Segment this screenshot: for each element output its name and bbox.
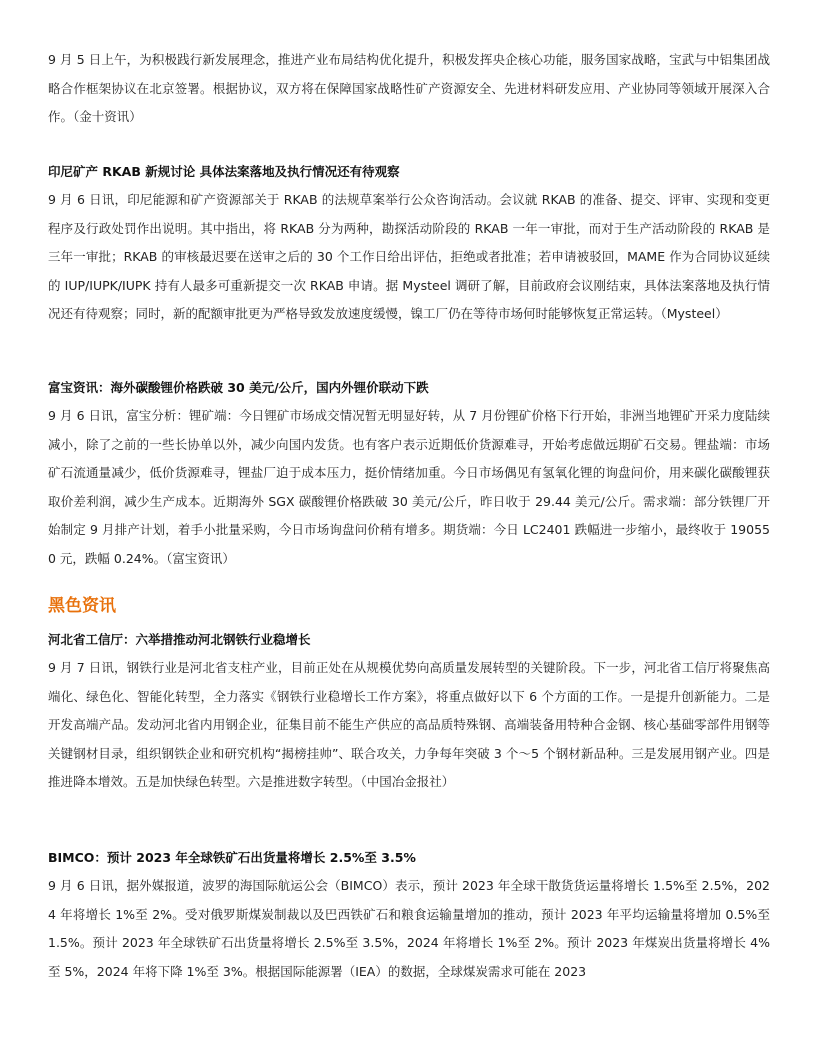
article-body: 9 月 6 日讯，富宝分析：锂矿端：今日锂矿市场成交情况暂无明显好转，从 7 月份锂矿价格下行开始，非洲当地锂矿开采力度陆续减小，除了之前的一些长协单以外，减少向国内发货。也有客户表示近期低价货源难寻，开始考虑做远期矿石交易。锂盐端：市场矿石流通量减少，低价货源难寻，锂盐厂迫于成本压力，挺价情绪加重。今日市场偶见有氢氧化锂的询盘问价，用来碳化碳酸锂获取价差利润，减少生产成本。近期海外 SGX 碳酸锂价格跌破 30 美元/公斤，昨日收于 29.44 美元/公斤。需求端：部分铁锂厂开始制定 9 月排产计划，着手小批量采购，今日市场询盘问价稍有增多。期货端：今日 LC2401 跌幅进一步缩小，最终收于 190550 元，跌幅 0.24%。（富宝资讯） [48,408,770,566]
article-fubao-lithium [48,374,770,573]
article-title: 富宝资讯：海外碳酸锂价格跌破 30 美元/公斤，国内外锂价联动下跌 [48,380,429,395]
article-title: 河北省工信厅：六举措推动河北钢铁行业稳增长 [48,632,311,647]
article-rkab [48,158,770,329]
article-intro [48,46,770,132]
article-body: 9 月 5 日上午，为积极践行新发展理念，推进产业布局结构优化提升，积极发挥央企核心功能，服务国家战略，宝武与中铝集团战略合作框架协议在北京签署。根据协议，双方将在保障国家战略性矿产资源安全、先进材料研发应用、产业协同等领域开展深入合作。（金十资讯） [48,52,770,124]
article-hebei-steel [48,626,770,797]
article-title: 印尼矿产 RKAB 新规讨论 具体法案落地及执行情况还有待观察 [48,164,400,179]
section-heading: 黑色资讯 [48,596,116,616]
article-title: BIMCO：预计 2023 年全球铁矿石出货量将增长 2.5%至 3.5% [48,850,416,865]
article-body: 9 月 6 日讯，印尼能源和矿产资源部关于 RKAB 的法规草案举行公众咨询活动。会议就 RKAB 的准备、提交、评审、实现和变更程序及行政处罚作出说明。其中指出，将 RKAB 分为两种，勘探活动阶段的 RKAB 一年一审批，而对于生产活动阶段的 RKAB 是三年一审批；RKAB 的审核最迟要在送审之后的 30 个工作日给出评估，拒绝或者批准；若申请被驳回，MAME 作为合同协议延续的 IUP/IUPK/IUPK 持有人最多可重新提交一次 RKAB 申请。据 Mysteel 调研了解，目前政府会议刚结束，具体法案落地及执行情况还有待观察；同时，新的配额审批更为严格导致发放速度缓慢，镍工厂仍在等待市场何时能够恢复正常运转。（Mysteel） [48,192,771,321]
article-body: 9 月 7 日讯，钢铁行业是河北省支柱产业，目前正处在从规模优势向高质量发展转型的关键阶段。下一步，河北省工信厅将聚焦高端化、绿色化、智能化转型，全力落实《钢铁行业稳增长工作方案》，将重点做好以下 6 个方面的工作。一是提升创新能力。二是开发高端产品。发动河北省内用钢企业，征集目前不能生产供应的高品质特殊钢、高端装备用特种合金钢、核心基础零部件用钢等关键钢材目录，组织钢铁企业和研究机构“揭榜挂帅”、联合攻关，力争每年突破 3 个～5 个钢材新品种。三是发展用钢产业。四是推进降本增效。五是加快绿色转型。六是推进数字转型。（中国冶金报社） [48,660,770,789]
article-body: 9 月 6 日讯，据外媒报道，波罗的海国际航运公会（BIMCO）表示，预计 2023 年全球干散货货运量将增长 1.5%至 2.5%，2024 年将增长 1%至 2%。受对俄罗斯煤炭制裁以及巴西铁矿石和粮食运输量增加的推动，预计 2023 年平均运输量将增加 0.5%至 1.5%。预计 2023 年全球铁矿石出货量将增长 2.5%至 3.5%，2024 年将增长 1%至 2%。预计 2023 年煤炭出货量将增长 4%至 5%，2024 年将下降 1%至 3%。根据国际能源署（IEA）的数据，全球煤炭需求可能在 2023 [48,878,770,979]
article-bimco [48,844,770,986]
